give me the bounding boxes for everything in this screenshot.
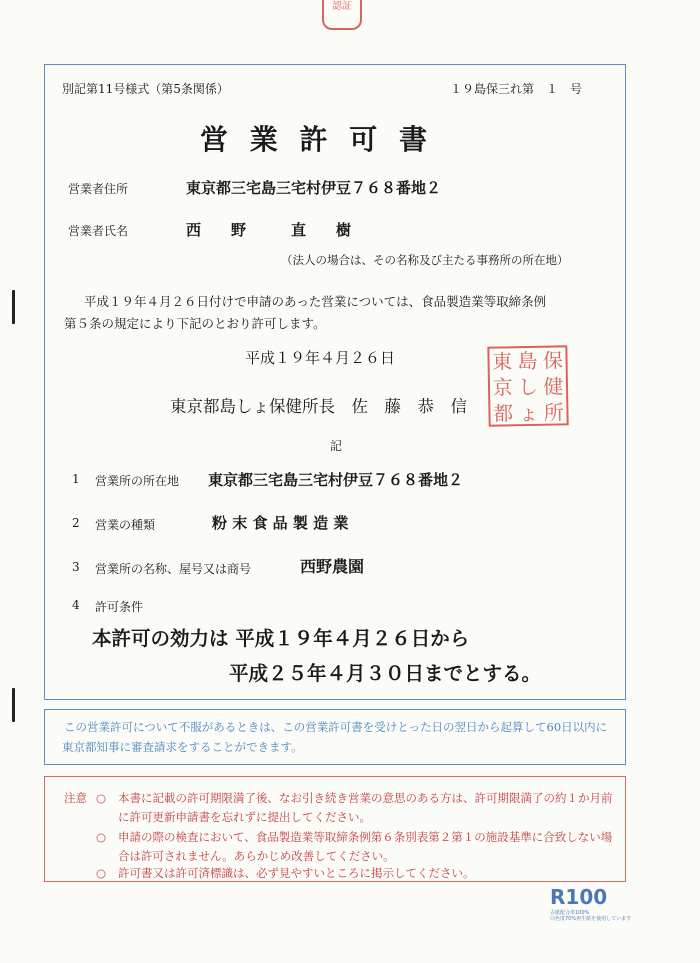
issue-date: 平成１９年４月２６日 [245,349,396,367]
name-value: 西 野 直 樹 [186,221,352,239]
item-2-value: 粉 末 食 品 製 造 業 [212,514,349,532]
top-seal [322,0,362,30]
r100-caption [550,910,631,922]
corporate-note: （法人の場合は、その名称及び主たる事務所の所在地） [281,253,569,267]
note-bullet-icon: ○ [96,791,107,805]
seal-char: 東 [492,349,513,374]
binder-mark-top [12,290,15,324]
note-bullet-icon: ○ [96,830,107,844]
condition-line-2: 平成２５年４月３０日までとする。 [229,662,542,685]
note-1-line-1: 本書に記載の許可期限満了後、なお引き続き営業の意思のある方は、許可期限満了の約１か月前 [118,791,613,805]
condition-line-1: 本許可の効力は 平成１９年４月２６日から [92,627,470,650]
document-title: 営 業 許 可 書 [200,123,433,156]
seal-char: 健 [543,374,564,399]
seal-char: 京 [492,375,513,400]
note-1-line-2: に許可更新申請書を忘れずに提出してください。 [118,810,371,824]
seal-char: 都 [492,401,514,426]
note-2-line-1: 申請の際の検査において、食品製造業等取締条例第６条別表第２第１の施設基準に合致しない場 [118,830,613,844]
official-seal [487,345,568,426]
binder-mark-bottom [12,688,15,722]
body-line-2: 第５条の規定により下記のとおり許可します。 [64,316,326,331]
form-reference: 別記第11号様式（第5条関係） [62,82,229,96]
seal-char: 島 [517,348,538,374]
top-seal-text: 認証 [332,1,352,12]
note-2-line-2: 合は許可されません。あらかじめ改善してください。 [118,849,395,863]
issuer: 東京都島しょ保健所長 佐 藤 恭 信 [170,397,467,416]
note-bullet-icon: ○ [96,866,107,880]
address-label: 営業者住所 [68,182,129,196]
item-2-label: 営業の種類 [95,518,156,532]
notes-label: 注意 [64,791,87,805]
note-3-line-1: 許可書又は許可済標識は、必ず見やすいところに掲示してください。 [118,866,475,880]
appeal-line-2: 東京都知事に審査請求をすることができます。 [62,740,303,754]
ki-heading: 記 [330,439,343,453]
seal-char: 保 [542,348,564,373]
permit-number: １９島保三れ第 １ 号 [450,82,583,96]
item-3-value: 西野農園 [300,557,365,576]
item-1-number: 1 [72,472,80,486]
seal-char: ょ [518,400,539,426]
item-2-number: 2 [72,516,80,530]
body-line-1: 平成１９年４月２６日付けで申請のあった営業については、食品製造業等取締条例 [84,294,547,309]
item-4-number: 4 [72,598,80,612]
appeal-line-1: この営業許可について不服があるときは、この営業許可書を受けとった日の翌日から起算して60日以内に [64,720,608,734]
item-1-value: 東京都三宅島三宅村伊豆７６８番地２ [208,471,464,489]
r100-caption-line-2: 白色度70%再生紙を使用しています [550,916,632,922]
item-1-label: 営業所の所在地 [95,474,180,488]
item-3-number: 3 [72,560,80,574]
r100-caption-line-1: 古紙配合率100% [550,910,590,916]
name-label: 営業者氏名 [68,224,129,238]
seal-char: し [517,374,539,400]
seal-char: 所 [543,400,565,425]
r100-logo: R100 [550,885,608,909]
item-4-label: 許可条件 [95,600,144,614]
item-3-label: 営業所の名称、屋号又は商号 [95,562,252,576]
address-value: 東京都三宅島三宅村伊豆７６８番地２ [186,179,442,197]
